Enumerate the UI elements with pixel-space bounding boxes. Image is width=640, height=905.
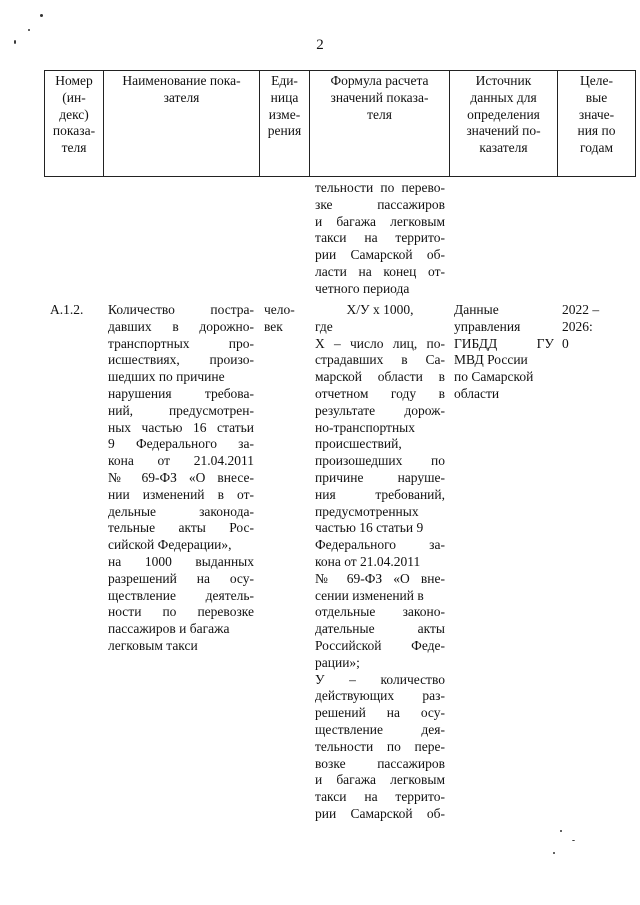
header-index-column: Номер (ин- декс) показа- теля: [52, 73, 96, 156]
header-target-column: Целе- вые значе- ния по годам: [577, 73, 616, 156]
calculation-formula: Х/У х 1000, где Х – число лиц, по- страдавших в Са- марской области в отчетном году в результате дорож- но-транспортных происшествий, произошедших по причине наруше- ния требований, предусмотренных частью 16 статьи 9 Федерального за- кона от 21.04.2011 № 69-ФЗ «О вне- сении изменений в отдельные законо- дательные акты Российской Феде- рации»; У – количество действующих раз- решений на осу- ществление дея- тельности по пере- возке пассажиров и багажа легковым такси на террито- рии Самарской об-: [315, 302, 445, 821]
page-number: 2: [316, 37, 324, 53]
scan-speck: [553, 852, 555, 854]
table-header-rule: [44, 176, 636, 177]
header-source-column: Источник данных для определения значений по- казателя: [466, 73, 541, 156]
row-index: А.1.2.: [50, 302, 84, 317]
unit-of-measure: чело- век: [264, 302, 295, 334]
scan-speck: [560, 830, 562, 832]
scan-speck: [28, 29, 30, 31]
table-top-rule: [44, 70, 636, 71]
scan-speck: [40, 14, 43, 17]
scan-speck: [572, 840, 575, 841]
indicator-name: Количество постра- давших в дорожно- транспортных про- исшествиях, произо- шедших по причине нарушения требова- ний, предусмотрен- ных частью 16 статьи 9 Федерального за- кона от 21.04.2011 № 69-ФЗ «О внесе- нии изменений в от- дельные законода- тельные акты Рос- сийской Федерации», на 1000 выданных разрешений на осу- ществление деятель- ности по перевозке пассажиров и багажа легковым такси: [108, 302, 254, 653]
table-col-border: [635, 70, 636, 176]
header-formula-column: Формула расчета значений показа- теля: [330, 73, 429, 122]
carryover-formula-text: тельности по перево- зке пассажиров и багажа легковым такси на террито- рии Самарской об- ласти на конец от- четного периода: [315, 180, 445, 296]
data-source: Данные управления ГИБДД ГУ МВД России по Самарской области: [454, 302, 554, 401]
header-name-column: Наименование пока- зателя: [122, 73, 241, 105]
target-values: 2022 – 2026: 0: [562, 302, 600, 351]
header-unit-column: Еди- ница изме- рения: [267, 73, 302, 139]
